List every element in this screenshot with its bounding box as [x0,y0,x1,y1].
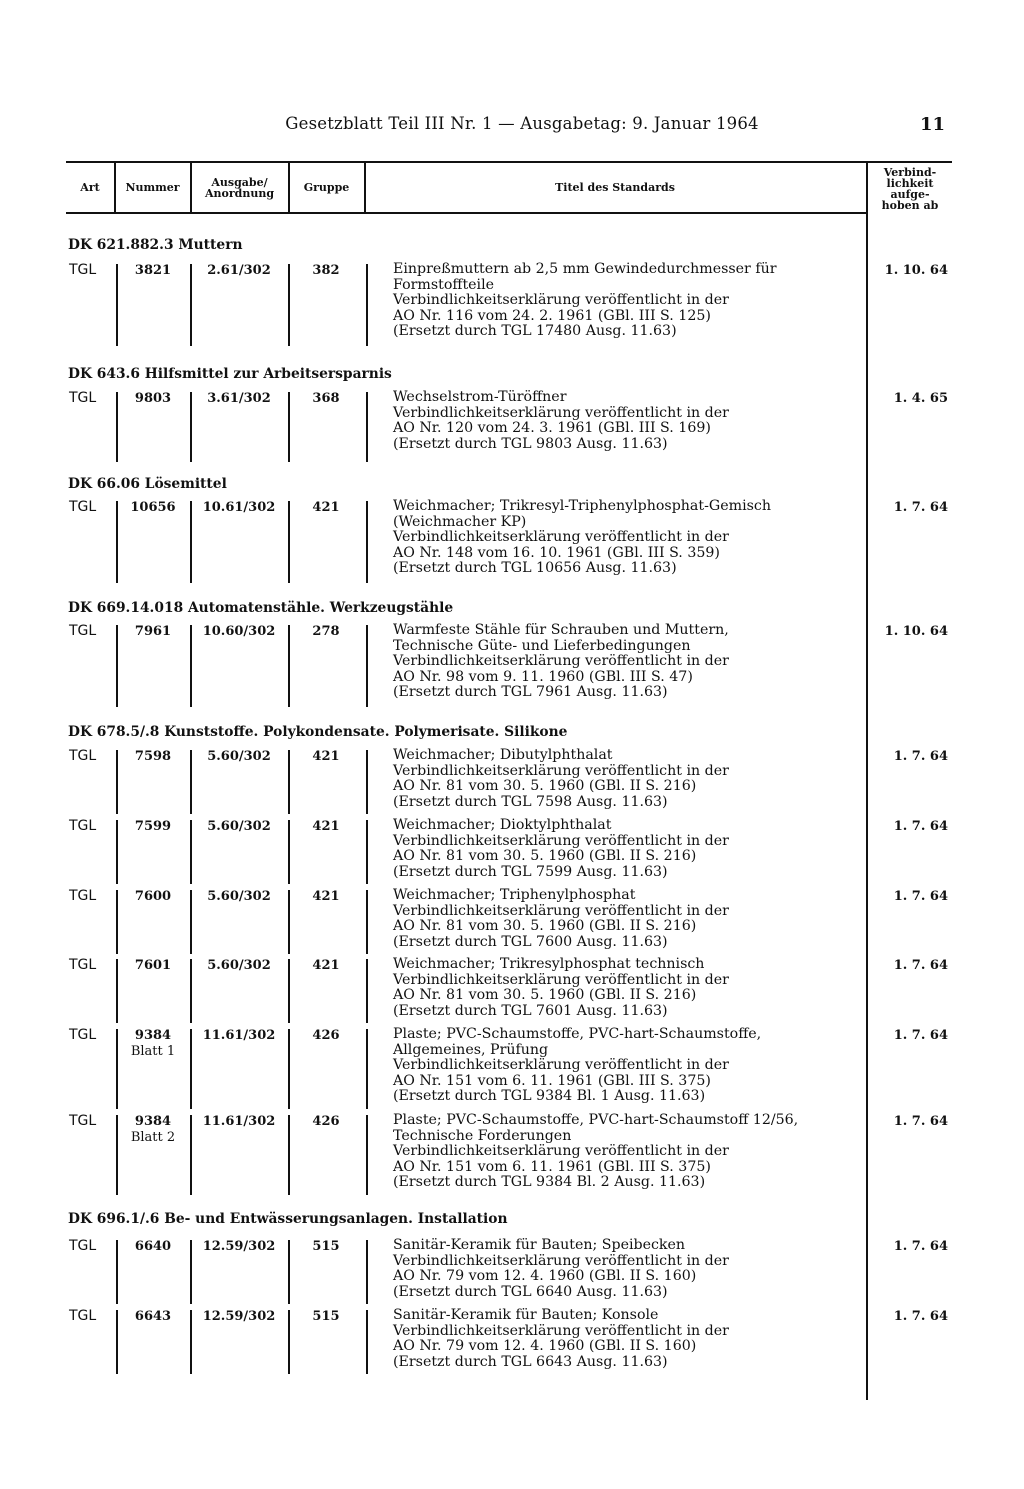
entry-gruppe: 515 [312,1239,340,1254]
entry-nummer [120,1239,186,1255]
entry-nummer-value: 6643 [134,1309,172,1324]
entry-aufgehoben-ab: 1. 7. 64 [893,1239,948,1254]
entry-aufgehoben-ab: 1. 7. 64 [893,500,948,515]
entry-title-line: Plaste; PVC-Schaumstoffe, PVC-hart-Schaumstoffe, [393,1026,762,1042]
entry-column-rule [116,501,118,583]
section-heading: DK 696.1/.6 Be- und Entwässerungsanlagen. Installation [68,1211,508,1227]
entry-nummer [120,958,186,974]
entry-ausgabe: 5.60/302 [207,958,271,973]
entry-title-line: (Ersetzt durch TGL 6640 Ausg. 11.63) [393,1283,668,1300]
entry-title [393,888,853,950]
entry-column-rule [190,1029,192,1109]
entry-nummer [120,749,186,765]
entry-title [393,1238,853,1300]
entry-title [393,1308,853,1370]
entry-title-line: Plaste; PVC-Schaumstoffe, PVC-hart-Schaumstoff 12/56, [393,1112,799,1128]
entry-art: TGL [69,888,97,904]
entry-column-rule [116,959,118,1023]
entry-title [393,623,853,701]
entry-column-rule [116,750,118,814]
entry-aufgehoben-ab: 1. 10. 64 [884,263,948,278]
entry-column-rule [288,1029,290,1109]
entry-ausgabe: 5.60/302 [207,749,271,764]
entry-nummer-value: 7600 [134,889,172,904]
entry-title-line: (Ersetzt durch TGL 17480 Ausg. 11.63) [393,323,677,340]
entry-column-rule [288,392,290,462]
entry-ausgabe: 10.60/302 [202,624,276,639]
entry-gruppe: 368 [312,391,340,406]
entry-gruppe: 421 [312,958,340,973]
entry-column-rule [190,392,192,462]
entry-art: TGL [69,748,97,764]
entry-column-rule [116,392,118,462]
entry-title-line: AO Nr. 81 vom 30. 5. 1960 (GBl. II S. 216) [393,848,697,865]
entry-title-line: (Ersetzt durch TGL 7598 Ausg. 11.63) [393,793,668,810]
entry-title-line: AO Nr. 81 vom 30. 5. 1960 (GBl. II S. 216) [393,987,697,1004]
entry-ausgabe: 5.60/302 [207,819,271,834]
entry-column-rule [116,1029,118,1109]
entry-column-rule [190,820,192,884]
entry-title-line: (Ersetzt durch TGL 9384 Bl. 2 Ausg. 11.63) [393,1174,706,1191]
entry-title-line: Weichmacher; Trikresylphosphat technisch [393,956,705,972]
column-header-verbind-line2: lichkeit [886,177,934,190]
entry-aufgehoben-ab: 1. 7. 64 [893,958,948,973]
entry-column-rule [366,392,368,462]
entry-title-line: AO Nr. 79 vom 12. 4. 1960 (GBl. II S. 160) [393,1338,697,1355]
entry-column-rule [366,890,368,954]
entry-column-rule [288,1240,290,1304]
column-header-nummer: Nummer [125,181,180,194]
section-heading: DK 669.14.018 Automatenstähle. Werkzeugstähle [68,600,454,616]
entry-column-rule [116,890,118,954]
column-header-ausgabe [191,163,288,212]
entry-aufgehoben-ab: 1. 7. 64 [893,1114,948,1129]
entry-gruppe: 421 [312,500,340,515]
entry-gruppe: 421 [312,749,340,764]
entry-title [393,262,853,340]
entry-column-rule [190,890,192,954]
entry-column-rule [116,1240,118,1304]
entry-nummer [120,263,186,279]
entry-nummer [120,391,186,407]
entry-art: TGL [69,262,97,278]
column-header-verbind-line1: Verbind- [883,166,937,179]
entry-nummer-value: 6640 [134,1239,172,1254]
entry-art: TGL [69,499,97,515]
entry-gruppe: 278 [312,624,340,639]
entry-ausgabe: 2.61/302 [207,263,271,278]
column-header-verbind-line4: hoben ab [881,199,939,212]
entry-title-line: AO Nr. 81 vom 30. 5. 1960 (GBl. II S. 216) [393,778,697,795]
entry-ausgabe: 3.61/302 [207,391,271,406]
entry-column-rule [366,625,368,707]
section-heading: DK 678.5/.8 Kunststoffe. Polykondensate. Polymerisate. Silikone [68,724,568,740]
entry-title-line: Wechselstrom-Türöffner [393,389,567,405]
entry-title-line: Verbindlichkeitserklärung veröffentlicht in der [393,762,729,779]
entry-gruppe: 421 [312,819,340,834]
entry-blatt: Blatt 2 [130,1130,176,1145]
entry-title-line: (Ersetzt durch TGL 6643 Ausg. 11.63) [393,1353,668,1370]
entry-title-line: Sanitär-Keramik für Bauten; Konsole [393,1307,659,1323]
entry-aufgehoben-ab: 1. 7. 64 [893,1309,948,1324]
entry-column-rule [288,264,290,346]
entry-title-line: Verbindlichkeitserklärung veröffentlicht in der [393,1252,729,1269]
entry-column-rule [190,1240,192,1304]
page-number: 11 [920,114,946,135]
entry-column-rule [190,750,192,814]
table-header-bottom-rule [66,212,866,214]
entry-aufgehoben-ab: 1. 7. 64 [893,889,948,904]
entry-title-line: (Ersetzt durch TGL 7599 Ausg. 11.63) [393,863,668,880]
entry-nummer-value: 7598 [134,749,172,764]
entry-title-line: Technische Forderungen [393,1127,572,1144]
entry-gruppe: 426 [312,1028,340,1043]
entry-column-rule [116,625,118,707]
entry-art: TGL [69,623,97,639]
entry-gruppe: 382 [312,263,340,278]
section-heading: DK 643.6 Hilfsmittel zur Arbeitsersparnis [68,366,392,382]
entry-title [393,499,853,577]
entry-title-line: (Ersetzt durch TGL 7601 Ausg. 11.63) [393,1002,668,1019]
entry-title-line: Warmfeste Stähle für Schrauben und Muttern, [393,622,729,638]
entry-art: TGL [69,1113,97,1129]
entry-title-line: Verbindlichkeitserklärung veröffentlicht in der [393,1322,729,1339]
verbindlichkeit-column-rule [866,163,868,1400]
entry-title-line: (Ersetzt durch TGL 7961 Ausg. 11.63) [393,684,668,701]
entry-title [393,818,853,880]
entry-column-rule [190,1115,192,1195]
entry-column-rule [116,264,118,346]
entry-title-line: Verbindlichkeitserklärung veröffentlicht in der [393,902,729,919]
entry-title-line: Verbindlichkeitserklärung veröffentlicht in der [393,292,729,309]
entry-column-rule [116,1115,118,1195]
entry-nummer-value: 7601 [134,958,172,973]
entry-blatt: Blatt 1 [130,1044,176,1059]
entry-title-line: Verbindlichkeitserklärung veröffentlicht in der [393,404,729,421]
entry-nummer-value: 9384 [134,1114,172,1129]
entry-title-line: (Ersetzt durch TGL 9384 Bl. 1 Ausg. 11.63) [393,1088,706,1105]
entry-title-line: Allgemeines, Prüfung [393,1041,549,1058]
entry-column-rule [190,625,192,707]
entry-title-line: Einpreßmuttern ab 2,5 mm Gewindedurchmesser für [393,261,777,277]
entry-nummer-value: 3821 [134,263,172,278]
entry-nummer-value: 7961 [134,624,172,639]
entry-title-line: (Ersetzt durch TGL 9803 Ausg. 11.63) [393,435,668,452]
entry-title-line: (Ersetzt durch TGL 7600 Ausg. 11.63) [393,933,668,950]
entry-column-rule [288,1115,290,1195]
entry-art: TGL [69,818,97,834]
entry-ausgabe: 5.60/302 [207,889,271,904]
entry-column-rule [366,264,368,346]
page-header-title: Gesetzblatt Teil III Nr. 1 — Ausgabetag: 9. Januar 1964 [285,114,759,133]
entry-title [393,390,853,452]
entry-nummer-value: 9803 [134,391,172,406]
entry-title-line: AO Nr. 81 vom 30. 5. 1960 (GBl. II S. 216) [393,918,697,935]
entry-aufgehoben-ab: 1. 7. 64 [893,749,948,764]
entry-title-line: Sanitär-Keramik für Bauten; Speibecken [393,1237,686,1253]
entry-column-rule [366,1240,368,1304]
entry-title [393,1113,853,1191]
entry-title-line: Verbindlichkeitserklärung veröffentlicht in der [393,529,729,546]
entry-nummer [120,1028,186,1060]
entry-title-line: Technische Güte- und Lieferbedingungen [393,637,691,654]
entry-gruppe: 421 [312,889,340,904]
entry-column-rule [288,820,290,884]
entry-art: TGL [69,957,97,973]
column-header-verbind-line3: aufge- [890,188,930,201]
column-header-titel: Titel des Standards [555,181,675,194]
entry-title-line: Verbindlichkeitserklärung veröffentlicht in der [393,1057,729,1074]
entry-title-line: Verbindlichkeitserklärung veröffentlicht in der [393,832,729,849]
entry-column-rule [288,625,290,707]
entry-ausgabe: 11.61/302 [202,1114,276,1129]
entry-title-line: (Weichmacher KP) [393,513,527,530]
entry-column-rule [366,1115,368,1195]
entry-title-line: AO Nr. 151 vom 6. 11. 1961 (GBl. III S. 375) [393,1072,711,1089]
entry-title-line: AO Nr. 151 vom 6. 11. 1961 (GBl. III S. 375) [393,1158,711,1175]
entry-art: TGL [69,1308,97,1324]
entry-column-rule [366,1029,368,1109]
entry-ausgabe: 12.59/302 [202,1309,276,1324]
entry-column-rule [190,959,192,1023]
entry-column-rule [366,820,368,884]
entry-column-rule [116,820,118,884]
entry-title-line: Weichmacher; Dibutylphthalat [393,747,613,763]
entry-column-rule [288,890,290,954]
entry-nummer [120,889,186,905]
entry-title-line: Weichmacher; Trikresyl-Triphenylphosphat-Gemisch [393,498,771,514]
entry-aufgehoben-ab: 1. 7. 64 [893,819,948,834]
entry-aufgehoben-ab: 1. 4. 65 [893,391,948,406]
section-heading: DK 621.882.3 Muttern [68,237,243,253]
entry-title-line: Weichmacher; Triphenylphosphat [393,887,636,903]
entry-title-line: Verbindlichkeitserklärung veröffentlicht in der [393,653,729,670]
column-header-verbindlichkeit [868,163,952,215]
entry-nummer-value: 9384 [134,1028,172,1043]
entry-title-line: Verbindlichkeitserklärung veröffentlicht in der [393,1143,729,1160]
entry-column-rule [190,501,192,583]
section-heading: DK 66.06 Lösemittel [68,476,227,492]
entry-nummer [120,1309,186,1325]
column-header-ausgabe-line2: Anordnung [204,186,275,200]
entry-aufgehoben-ab: 1. 10. 64 [884,624,948,639]
entry-title [393,957,853,1019]
entry-title-line: (Ersetzt durch TGL 10656 Ausg. 11.63) [393,560,677,577]
entry-nummer [120,819,186,835]
entry-art: TGL [69,390,97,406]
entry-nummer-value: 7599 [134,819,172,834]
column-header-ausgabe-line1: Ausgabe/ [211,175,268,189]
entry-column-rule [190,264,192,346]
entry-nummer-value: 10656 [130,500,176,515]
entry-column-rule [366,501,368,583]
entry-title-line: AO Nr. 98 vom 9. 11. 1960 (GBl. III S. 47) [393,668,693,685]
entry-column-rule [116,1310,118,1374]
entry-title-line: Weichmacher; Dioktylphthalat [393,817,612,833]
entry-column-rule [366,750,368,814]
column-header-gruppe: Gruppe [303,181,350,194]
entry-title-line: AO Nr. 79 vom 12. 4. 1960 (GBl. II S. 160) [393,1268,697,1285]
entry-gruppe: 515 [312,1309,340,1324]
entry-ausgabe: 11.61/302 [202,1028,276,1043]
entry-ausgabe: 12.59/302 [202,1239,276,1254]
entry-nummer [120,1114,186,1146]
entry-column-rule [288,1310,290,1374]
entry-title [393,748,853,810]
entry-art: TGL [69,1027,97,1043]
entry-art: TGL [69,1238,97,1254]
entry-gruppe: 426 [312,1114,340,1129]
entry-title-line: AO Nr. 120 vom 24. 3. 1961 (GBl. III S. 169) [393,420,711,437]
entry-title-line: Formstoffteile [393,276,495,293]
entry-nummer [120,500,186,516]
column-header-art: Art [80,181,100,194]
entry-ausgabe: 10.61/302 [202,500,276,515]
entry-column-rule [288,501,290,583]
entry-aufgehoben-ab: 1. 7. 64 [893,1028,948,1043]
entry-column-rule [366,1310,368,1374]
entry-column-rule [366,959,368,1023]
entry-nummer [120,624,186,640]
entry-column-rule [190,1310,192,1374]
entry-column-rule [288,959,290,1023]
entry-title-line: AO Nr. 116 vom 24. 2. 1961 (GBl. III S. 125) [393,307,711,324]
entry-column-rule [288,750,290,814]
entry-title-line: Verbindlichkeitserklärung veröffentlicht in der [393,971,729,988]
entry-title [393,1027,853,1105]
entry-title-line: AO Nr. 148 vom 16. 10. 1961 (GBl. III S. 359) [393,544,720,561]
